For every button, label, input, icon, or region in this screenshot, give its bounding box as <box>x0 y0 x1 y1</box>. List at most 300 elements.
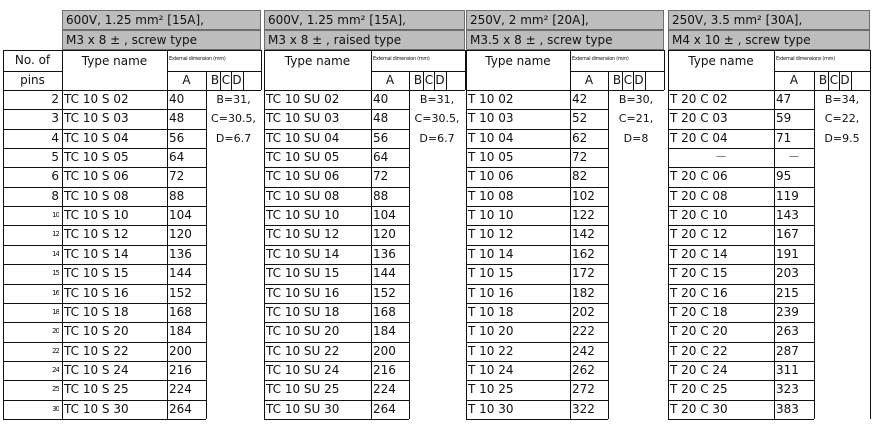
grid-line <box>466 284 608 285</box>
pin-count: 15 <box>52 269 59 278</box>
grid-line <box>668 90 870 91</box>
type-name-cell: T 20 C 10 <box>670 208 728 223</box>
grid-line <box>466 400 608 401</box>
type-name-cell: TC 10 SU 14 <box>266 246 340 261</box>
dimension-a-cell: 40 <box>169 92 185 106</box>
dimension-a-cell: 72 <box>373 169 389 184</box>
bcd-dimension-note: C=22, <box>824 112 860 126</box>
dimension-a-cell: 222 <box>572 324 595 339</box>
dimension-a-cell: 47 <box>776 92 792 106</box>
col-c-header: C <box>623 73 633 87</box>
grid-line <box>62 322 206 323</box>
grid-line <box>466 129 608 130</box>
dimension-a-cell: 102 <box>572 188 595 203</box>
dimension-a-cell: 152 <box>169 285 192 300</box>
dimension-a-cell: 200 <box>373 343 396 358</box>
pin-count: 3 <box>51 111 59 126</box>
dimension-a-cell: 239 <box>776 304 799 319</box>
grid-line <box>62 129 206 130</box>
pin-count: 20 <box>52 327 59 336</box>
bcd-dimension-note: C=30.5, <box>414 112 460 126</box>
dimension-a-cell: 172 <box>572 266 595 281</box>
type-name-cell: TC 10 S 16 <box>64 285 129 300</box>
type-name-cell: TC 10 S 12 <box>64 227 129 242</box>
pin-count: 6 <box>51 169 59 184</box>
col-a-header: A <box>182 73 191 87</box>
dimension-a-cell: 40 <box>373 92 389 106</box>
type-name-cell: T 20 C 15 <box>670 266 728 281</box>
type-name-cell: TC 10 SU 25 <box>266 382 340 397</box>
dimension-a-cell: 191 <box>776 246 799 261</box>
dimension-a-cell: 168 <box>169 304 192 319</box>
type-name-cell: TC 10 S 08 <box>64 188 129 203</box>
external-dimension-header: External dimensions (mm) <box>776 56 835 62</box>
grid-line <box>167 71 261 72</box>
type-name-cell: TC 10 SU 18 <box>266 304 340 319</box>
type-name-cell: T 20 C 20 <box>670 324 728 339</box>
dimension-a-cell: 52 <box>572 111 588 126</box>
grid-line <box>62 245 206 246</box>
grid-line <box>645 71 646 90</box>
grid-line <box>3 129 62 130</box>
grid-line <box>668 50 669 419</box>
dimension-a-cell: 59 <box>776 111 792 126</box>
type-name-cell: T 20 C 14 <box>670 246 728 261</box>
dimension-a-cell: 144 <box>373 266 396 281</box>
grid-line <box>264 400 409 401</box>
grid-line <box>264 50 265 419</box>
pin-count: 16 <box>52 288 59 297</box>
grid-line <box>3 245 62 246</box>
type-name-cell: TC 10 S 03 <box>64 111 129 126</box>
dimension-a-cell: － <box>787 150 800 165</box>
dimension-a-cell: 216 <box>373 362 396 377</box>
dimension-a-cell: 88 <box>169 188 185 203</box>
type-name-cell: T 20 C 03 <box>670 111 728 126</box>
type-name-cell: TC 10 S 25 <box>64 382 129 397</box>
bcd-dimension-note: C=30.5, <box>211 112 256 126</box>
grid-line <box>62 109 206 110</box>
col-a-header: A <box>584 73 594 87</box>
grid-line <box>3 109 62 110</box>
type-name-cell: － <box>714 150 727 165</box>
type-name-cell: T 10 03 <box>468 111 514 126</box>
type-name-cell: T 10 18 <box>468 304 514 319</box>
grid-line <box>62 167 206 168</box>
grid-line <box>466 419 608 420</box>
bcd-dimension-note: D=8 <box>623 131 649 145</box>
grid-line <box>264 50 465 51</box>
dimension-a-cell: 144 <box>169 266 192 281</box>
spec-line2: M3 x 8 ± , raised type <box>264 30 465 50</box>
type-name-cell: T 20 C 18 <box>670 304 728 319</box>
dimension-a-cell: 82 <box>572 169 588 184</box>
grid-line <box>466 342 608 343</box>
dimension-a-cell: 120 <box>373 227 396 242</box>
type-name-cell: TC 10 SU 22 <box>266 343 340 358</box>
grid-line <box>423 71 424 90</box>
grid-line <box>264 148 409 149</box>
bcd-dimension-note: D=6.7 <box>419 131 455 145</box>
grid-line <box>466 206 608 207</box>
grid-line <box>466 245 608 246</box>
spec-line2: M3.5 x 8 ± , screw type <box>466 30 664 50</box>
grid-line <box>446 71 447 90</box>
dimension-a-cell: 104 <box>169 208 192 223</box>
type-name-cell: T 10 30 <box>468 401 514 416</box>
bcd-dimension-note: B=31, <box>419 93 455 106</box>
grid-line <box>466 148 608 149</box>
type-name-cell: TC 10 S 02 <box>64 92 129 106</box>
dimension-a-cell: 136 <box>373 246 396 261</box>
dimension-a-cell: 42 <box>572 92 588 106</box>
dimension-a-cell: 62 <box>572 130 588 145</box>
bcd-dimension-note: B=31, <box>216 93 251 106</box>
grid-line <box>264 380 409 381</box>
spec-line1: 600V, 1.25 mm² [15A], <box>264 10 465 30</box>
grid-line <box>167 50 168 419</box>
grid-line <box>3 206 62 207</box>
grid-line <box>3 50 62 51</box>
external-dimension-header: External dimension (mm) <box>572 56 629 62</box>
type-name-cell: T 10 15 <box>468 266 514 281</box>
grid-line <box>62 284 206 285</box>
dimension-a-cell: 215 <box>776 285 799 300</box>
dimension-a-cell: 216 <box>169 362 192 377</box>
pin-count: 10 <box>52 211 59 220</box>
type-name-cell: TC 10 SU 05 <box>266 150 340 165</box>
grid-line <box>3 322 62 323</box>
dimension-a-cell: 142 <box>572 227 595 242</box>
type-name-cell: T 10 10 <box>468 208 514 223</box>
grid-line <box>466 109 608 110</box>
grid-line <box>608 71 609 419</box>
dimension-a-cell: 168 <box>373 304 396 319</box>
dimension-a-cell: 184 <box>373 324 396 339</box>
dimension-a-cell: 184 <box>169 324 192 339</box>
grid-line <box>206 71 207 419</box>
grid-line <box>466 264 608 265</box>
external-dimension-header: External dimension (mm) <box>373 56 430 62</box>
type-name-cell: TC 10 SU 30 <box>266 401 340 416</box>
type-name-cell: T 20 C 22 <box>670 343 728 358</box>
grid-line <box>466 361 608 362</box>
type-name-cell: T 20 C 16 <box>670 285 728 300</box>
pin-count: 24 <box>52 365 59 374</box>
dimension-a-cell: 263 <box>776 324 799 339</box>
spec-line1: 600V, 1.25 mm² [15A], <box>62 10 261 30</box>
type-name-cell: TC 10 SU 20 <box>266 324 340 339</box>
grid-line <box>3 225 62 226</box>
dimension-a-cell: 383 <box>776 401 799 416</box>
dimension-a-cell: 104 <box>373 208 396 223</box>
dimension-a-cell: 64 <box>169 150 185 165</box>
spec-line2: M3 x 8 ± , screw type <box>62 30 261 50</box>
col-b-header: B <box>612 73 622 87</box>
type-name-cell: TC 10 SU 24 <box>266 362 340 377</box>
bcd-dimension-note: C=21, <box>618 112 654 126</box>
grid-line <box>3 400 62 401</box>
grid-line <box>668 109 814 110</box>
grid-line <box>570 71 664 72</box>
type-name-cell: T 20 C 04 <box>670 130 728 145</box>
col-d-header: D <box>840 73 850 87</box>
grid-line <box>264 419 409 420</box>
grid-line <box>264 109 409 110</box>
grid-line <box>3 361 62 362</box>
pin-count: 4 <box>51 130 59 145</box>
grid-line <box>466 167 608 168</box>
grid-line <box>668 380 814 381</box>
spec-line1: 250V, 2 mm² [20A], <box>466 10 664 30</box>
grid-line <box>264 167 409 168</box>
pin-count: 14 <box>52 249 59 258</box>
col-c-header: C <box>221 73 231 87</box>
grid-line <box>62 206 206 207</box>
dimension-a-cell: 167 <box>776 227 799 242</box>
grid-line <box>668 284 814 285</box>
grid-line <box>62 419 206 420</box>
dimension-a-cell: 224 <box>373 382 396 397</box>
grid-line <box>264 264 409 265</box>
grid-line <box>3 342 62 343</box>
bcd-dimension-note: B=34, <box>824 93 860 106</box>
type-name-cell: TC 10 S 20 <box>64 324 129 339</box>
dimension-a-cell: 143 <box>776 208 799 223</box>
grid-line <box>434 71 435 90</box>
type-name-header: Type name <box>688 54 754 68</box>
type-name-cell: TC 10 SU 15 <box>266 266 340 281</box>
type-name-cell: T 10 02 <box>468 92 514 106</box>
grid-line <box>3 303 62 304</box>
pin-count: 30 <box>52 404 59 413</box>
grid-line <box>828 71 829 90</box>
grid-line <box>264 342 409 343</box>
grid-line <box>668 206 814 207</box>
dimension-a-cell: 202 <box>572 304 595 319</box>
type-name-cell: T 20 C 24 <box>670 362 728 377</box>
grid-line <box>622 71 623 90</box>
type-name-cell: TC 10 S 24 <box>64 362 129 377</box>
grid-line <box>62 187 206 188</box>
type-name-cell: TC 10 S 10 <box>64 208 129 223</box>
grid-line <box>774 71 870 72</box>
grid-line <box>264 129 409 130</box>
type-name-cell: T 10 06 <box>468 169 514 184</box>
type-name-cell: TC 10 SU 04 <box>266 130 340 145</box>
grid-line <box>466 50 467 419</box>
grid-line <box>62 380 206 381</box>
dimension-a-cell: 224 <box>169 382 192 397</box>
pin-count: 25 <box>52 385 59 394</box>
dimension-a-cell: 200 <box>169 343 192 358</box>
grid-line <box>264 284 409 285</box>
grid-line <box>668 225 814 226</box>
grid-line <box>62 148 206 149</box>
type-name-cell: TC 10 S 06 <box>64 169 129 184</box>
col-b-header: B <box>210 73 220 87</box>
dimension-a-cell: 136 <box>169 246 192 261</box>
grid-line <box>264 303 409 304</box>
type-name-cell: T 20 C 25 <box>670 382 728 397</box>
type-name-cell: TC 10 S 14 <box>64 246 129 261</box>
dimension-a-cell: 88 <box>373 188 389 203</box>
grid-line <box>668 167 814 168</box>
grid-line <box>774 50 775 419</box>
type-name-cell: TC 10 S 18 <box>64 304 129 319</box>
grid-line <box>668 342 814 343</box>
spec-line1: 250V, 3.5 mm² [30A], <box>668 10 870 30</box>
pins-header-line2: pins <box>20 73 45 87</box>
grid-line <box>668 419 814 420</box>
type-name-cell: TC 10 S 22 <box>64 343 129 358</box>
grid-line <box>3 187 62 188</box>
type-name-header: Type name <box>485 54 551 68</box>
dimension-a-cell: 203 <box>776 266 799 281</box>
type-name-cell: T 10 08 <box>468 188 514 203</box>
type-name-cell: TC 10 SU 16 <box>266 285 340 300</box>
dimension-a-cell: 322 <box>572 401 595 416</box>
type-name-cell: T 20 C 30 <box>670 401 728 416</box>
grid-line <box>466 322 608 323</box>
type-name-cell: T 10 16 <box>468 285 514 300</box>
type-name-cell: T 20 C 02 <box>670 92 728 106</box>
grid-line <box>62 400 206 401</box>
dimension-a-cell: 119 <box>776 188 799 203</box>
grid-line <box>664 50 665 90</box>
dimension-a-cell: 152 <box>373 285 396 300</box>
grid-line <box>371 50 372 419</box>
type-name-cell: T 10 25 <box>468 382 514 397</box>
grid-line <box>870 50 871 419</box>
dimension-a-cell: 264 <box>373 401 396 416</box>
pins-header-line1: No. of <box>14 53 51 67</box>
type-name-cell: TC 10 S 30 <box>64 401 129 416</box>
grid-line <box>264 90 465 91</box>
col-b-header: B <box>818 73 828 87</box>
dimension-a-cell: 311 <box>776 362 799 377</box>
pin-count: 5 <box>51 150 59 165</box>
grid-line <box>243 71 244 90</box>
bcd-dimension-note: B=30, <box>618 93 654 106</box>
grid-line <box>62 361 206 362</box>
col-c-header: C <box>829 73 839 87</box>
grid-line <box>668 50 870 51</box>
grid-line <box>62 264 206 265</box>
pin-count: 2 <box>51 92 59 106</box>
grid-line <box>3 419 62 420</box>
type-name-cell: TC 10 SU 06 <box>266 169 340 184</box>
type-name-cell: T 10 12 <box>468 227 514 242</box>
grid-line <box>62 50 63 419</box>
grid-line <box>668 264 814 265</box>
dimension-a-cell: 71 <box>776 130 792 145</box>
type-name-cell: T 20 C 06 <box>670 169 728 184</box>
grid-line <box>466 90 664 91</box>
pin-count: 22 <box>52 346 59 355</box>
col-d-header: D <box>232 73 242 87</box>
grid-line <box>3 148 62 149</box>
grid-line <box>264 206 409 207</box>
pin-count: 8 <box>51 188 59 203</box>
bcd-dimension-note: D=6.7 <box>215 131 252 145</box>
type-name-cell: TC 10 S 15 <box>64 266 129 281</box>
grid-line <box>570 50 571 419</box>
type-name-cell: T 10 05 <box>468 150 514 165</box>
dimension-a-cell: 242 <box>572 343 595 358</box>
grid-line <box>466 225 608 226</box>
type-name-cell: TC 10 SU 08 <box>266 188 340 203</box>
type-name-cell: T 10 04 <box>468 130 514 145</box>
grid-line <box>839 71 840 90</box>
type-name-cell: T 10 14 <box>468 246 514 261</box>
grid-line <box>668 303 814 304</box>
grid-line <box>62 50 261 51</box>
dimension-a-cell: 72 <box>572 150 588 165</box>
spec-line2: M4 x 10 ± , screw type <box>668 30 870 50</box>
type-name-cell: T 20 C 12 <box>670 227 728 242</box>
col-d-header: D <box>435 73 445 87</box>
col-d-header: D <box>634 73 644 87</box>
type-name-cell: TC 10 SU 02 <box>266 92 340 106</box>
dimension-a-cell: 287 <box>776 343 799 358</box>
grid-line <box>264 225 409 226</box>
grid-line <box>668 400 814 401</box>
dimension-a-cell: 182 <box>572 285 595 300</box>
col-c-header: C <box>424 73 434 87</box>
type-name-cell: T 10 20 <box>468 324 514 339</box>
dimension-a-cell: 262 <box>572 362 595 377</box>
dimension-a-cell: 56 <box>169 130 185 145</box>
grid-line <box>231 71 232 90</box>
grid-line <box>264 187 409 188</box>
grid-line <box>371 71 465 72</box>
grid-line <box>466 303 608 304</box>
grid-line <box>814 71 815 419</box>
type-name-cell: T 10 22 <box>468 343 514 358</box>
type-name-cell: T 20 C 08 <box>670 188 728 203</box>
grid-line <box>3 71 62 72</box>
col-a-header: A <box>789 73 799 87</box>
dimension-a-cell: 56 <box>373 130 389 145</box>
grid-line <box>62 342 206 343</box>
pin-count: 12 <box>52 230 59 239</box>
external-dimension-header: External dimension (mm) <box>169 56 226 62</box>
grid-line <box>668 245 814 246</box>
dimension-a-cell: 122 <box>572 208 595 223</box>
grid-line <box>466 380 608 381</box>
grid-line <box>62 225 206 226</box>
type-name-cell: TC 10 SU 12 <box>266 227 340 242</box>
type-name-cell: TC 10 SU 03 <box>266 111 340 126</box>
type-name-cell: TC 10 S 05 <box>64 150 129 165</box>
dimension-a-cell: 323 <box>776 382 799 397</box>
dimension-a-cell: 48 <box>373 111 389 126</box>
grid-line <box>668 322 814 323</box>
grid-line <box>3 380 62 381</box>
grid-line <box>3 284 62 285</box>
grid-line <box>264 361 409 362</box>
bcd-dimension-note: D=9.5 <box>824 131 860 145</box>
col-b-header: B <box>413 73 423 87</box>
grid-line <box>220 71 221 90</box>
type-name-cell: TC 10 S 04 <box>64 130 129 145</box>
col-a-header: A <box>385 73 395 87</box>
dimension-a-cell: 120 <box>169 227 192 242</box>
grid-line <box>466 50 664 51</box>
grid-line <box>3 90 62 91</box>
grid-line <box>668 148 814 149</box>
